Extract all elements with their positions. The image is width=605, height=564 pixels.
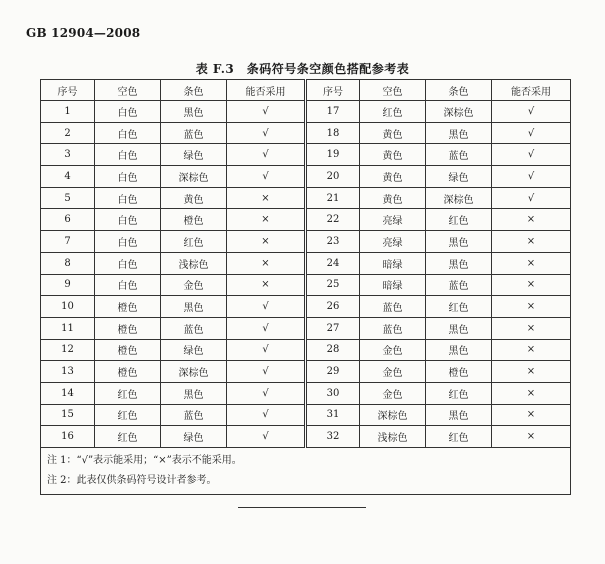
- bar-color: 深棕色: [161, 361, 227, 383]
- space-color: 蓝色: [360, 317, 426, 339]
- row-number: 17: [306, 101, 360, 123]
- row-number: 30: [306, 382, 360, 404]
- bar-color: 绿色: [426, 166, 492, 188]
- usable-mark: √: [227, 144, 306, 166]
- row-number: 2: [41, 122, 95, 144]
- table-row: [41, 382, 571, 404]
- usable-mark: ×: [492, 339, 571, 361]
- bar-color: 红色: [426, 426, 492, 448]
- table-row: [41, 296, 571, 318]
- space-color: 暗绿: [360, 252, 426, 274]
- table-row: [41, 339, 571, 361]
- column-header: 条色: [161, 80, 227, 101]
- row-number: 5: [41, 187, 95, 209]
- note-2: 注 2：此表仅供条码符号设计者参考。: [47, 475, 217, 486]
- row-number: 10: [41, 296, 95, 318]
- row-number: 12: [41, 339, 95, 361]
- table-row: [41, 361, 571, 383]
- space-color: 白色: [95, 122, 161, 144]
- bar-color: 绿色: [161, 426, 227, 448]
- row-number: 23: [306, 231, 360, 253]
- row-number: 20: [306, 166, 360, 188]
- usable-mark: √: [227, 101, 306, 123]
- bar-color: 蓝色: [161, 317, 227, 339]
- usable-mark: √: [492, 101, 571, 123]
- table-row: [41, 426, 571, 448]
- space-color: 白色: [95, 209, 161, 231]
- color-combination-table: [40, 79, 571, 495]
- bar-color: 黑色: [161, 101, 227, 123]
- usable-mark: ×: [227, 252, 306, 274]
- space-color: 白色: [95, 187, 161, 209]
- space-color: 白色: [95, 252, 161, 274]
- usable-mark: ×: [492, 317, 571, 339]
- space-color: 深棕色: [360, 404, 426, 426]
- column-header: 能否采用: [227, 80, 306, 101]
- row-number: 9: [41, 274, 95, 296]
- end-rule: [238, 507, 366, 508]
- space-color: 橙色: [95, 317, 161, 339]
- space-color: 白色: [95, 144, 161, 166]
- space-color: 红色: [95, 426, 161, 448]
- space-color: 橙色: [95, 339, 161, 361]
- bar-color: 红色: [161, 231, 227, 253]
- table-row: [41, 274, 571, 296]
- space-color: 金色: [360, 361, 426, 383]
- bar-color: 浅棕色: [161, 252, 227, 274]
- row-number: 32: [306, 426, 360, 448]
- bar-color: 黑色: [426, 317, 492, 339]
- space-color: 浅棕色: [360, 426, 426, 448]
- bar-color: 橙色: [161, 209, 227, 231]
- bar-color: 红色: [426, 209, 492, 231]
- row-number: 19: [306, 144, 360, 166]
- row-number: 25: [306, 274, 360, 296]
- table-row: [41, 166, 571, 188]
- row-number: 3: [41, 144, 95, 166]
- standard-number: GB 12904—2008: [26, 26, 141, 40]
- bar-color: 黑色: [161, 382, 227, 404]
- space-color: 金色: [360, 382, 426, 404]
- usable-mark: √: [227, 166, 306, 188]
- usable-mark: ×: [492, 382, 571, 404]
- space-color: 黄色: [360, 187, 426, 209]
- table-caption: 表 F.3 条码符号条空颜色搭配参考表: [195, 62, 410, 76]
- row-number: 16: [41, 426, 95, 448]
- table-row: [41, 404, 571, 426]
- usable-mark: ×: [492, 296, 571, 318]
- space-color: 橙色: [95, 296, 161, 318]
- space-color: 红色: [95, 404, 161, 426]
- table-row: [41, 187, 571, 209]
- bar-color: 黑色: [426, 404, 492, 426]
- usable-mark: √: [227, 339, 306, 361]
- usable-mark: √: [492, 122, 571, 144]
- usable-mark: √: [227, 317, 306, 339]
- space-color: 亮绿: [360, 231, 426, 253]
- row-number: 4: [41, 166, 95, 188]
- bar-color: 黑色: [426, 252, 492, 274]
- row-number: 1: [41, 101, 95, 123]
- bar-color: 绿色: [161, 144, 227, 166]
- usable-mark: √: [227, 404, 306, 426]
- bar-color: 红色: [426, 382, 492, 404]
- space-color: 蓝色: [360, 296, 426, 318]
- row-number: 13: [41, 361, 95, 383]
- bar-color: 红色: [426, 296, 492, 318]
- space-color: 白色: [95, 231, 161, 253]
- column-header: 空色: [360, 80, 426, 101]
- bar-color: 橙色: [426, 361, 492, 383]
- table-notes: [41, 448, 571, 495]
- space-color: 白色: [95, 166, 161, 188]
- space-color: 黄色: [360, 144, 426, 166]
- row-number: 11: [41, 317, 95, 339]
- table-row: [41, 144, 571, 166]
- usable-mark: ×: [227, 231, 306, 253]
- row-number: 8: [41, 252, 95, 274]
- column-header: 条色: [426, 80, 492, 101]
- space-color: 橙色: [95, 361, 161, 383]
- row-number: 6: [41, 209, 95, 231]
- table-header-row: [41, 80, 571, 101]
- bar-color: 蓝色: [426, 144, 492, 166]
- bar-color: 黑色: [161, 296, 227, 318]
- row-number: 27: [306, 317, 360, 339]
- notes-row: [41, 448, 571, 495]
- bar-color: 蓝色: [161, 122, 227, 144]
- column-header: 空色: [95, 80, 161, 101]
- table-row: [41, 101, 571, 123]
- usable-mark: √: [227, 122, 306, 144]
- usable-mark: √: [227, 382, 306, 404]
- table-row: [41, 252, 571, 274]
- table-row: [41, 317, 571, 339]
- usable-mark: ×: [492, 426, 571, 448]
- space-color: 白色: [95, 101, 161, 123]
- row-number: 18: [306, 122, 360, 144]
- table-row: [41, 209, 571, 231]
- usable-mark: √: [227, 296, 306, 318]
- bar-color: 蓝色: [161, 404, 227, 426]
- row-number: 28: [306, 339, 360, 361]
- space-color: 白色: [95, 274, 161, 296]
- row-number: 22: [306, 209, 360, 231]
- usable-mark: ×: [227, 274, 306, 296]
- bar-color: 黑色: [426, 231, 492, 253]
- column-header: 序号: [41, 80, 95, 101]
- space-color: 亮绿: [360, 209, 426, 231]
- space-color: 金色: [360, 339, 426, 361]
- usable-mark: √: [227, 361, 306, 383]
- bar-color: 深棕色: [426, 187, 492, 209]
- table-row: [41, 122, 571, 144]
- bar-color: 黑色: [426, 339, 492, 361]
- bar-color: 金色: [161, 274, 227, 296]
- usable-mark: √: [492, 187, 571, 209]
- usable-mark: ×: [492, 361, 571, 383]
- row-number: 31: [306, 404, 360, 426]
- bar-color: 黄色: [161, 187, 227, 209]
- bar-color: 深棕色: [161, 166, 227, 188]
- row-number: 26: [306, 296, 360, 318]
- bar-color: 蓝色: [426, 274, 492, 296]
- column-header: 能否采用: [492, 80, 571, 101]
- usable-mark: √: [227, 426, 306, 448]
- usable-mark: ×: [492, 404, 571, 426]
- row-number: 14: [41, 382, 95, 404]
- usable-mark: ×: [227, 187, 306, 209]
- row-number: 7: [41, 231, 95, 253]
- note-1: 注 1：“√”表示能采用；“×”表示不能采用。: [47, 455, 242, 466]
- usable-mark: √: [492, 166, 571, 188]
- space-color: 黄色: [360, 166, 426, 188]
- column-header: 序号: [306, 80, 360, 101]
- space-color: 红色: [360, 101, 426, 123]
- table-row: [41, 231, 571, 253]
- row-number: 24: [306, 252, 360, 274]
- usable-mark: ×: [492, 209, 571, 231]
- bar-color: 绿色: [161, 339, 227, 361]
- row-number: 15: [41, 404, 95, 426]
- usable-mark: √: [492, 144, 571, 166]
- row-number: 29: [306, 361, 360, 383]
- row-number: 21: [306, 187, 360, 209]
- usable-mark: ×: [492, 252, 571, 274]
- bar-color: 深棕色: [426, 101, 492, 123]
- usable-mark: ×: [492, 274, 571, 296]
- space-color: 黄色: [360, 122, 426, 144]
- bar-color: 黑色: [426, 122, 492, 144]
- usable-mark: ×: [227, 209, 306, 231]
- usable-mark: ×: [492, 231, 571, 253]
- space-color: 红色: [95, 382, 161, 404]
- space-color: 暗绿: [360, 274, 426, 296]
